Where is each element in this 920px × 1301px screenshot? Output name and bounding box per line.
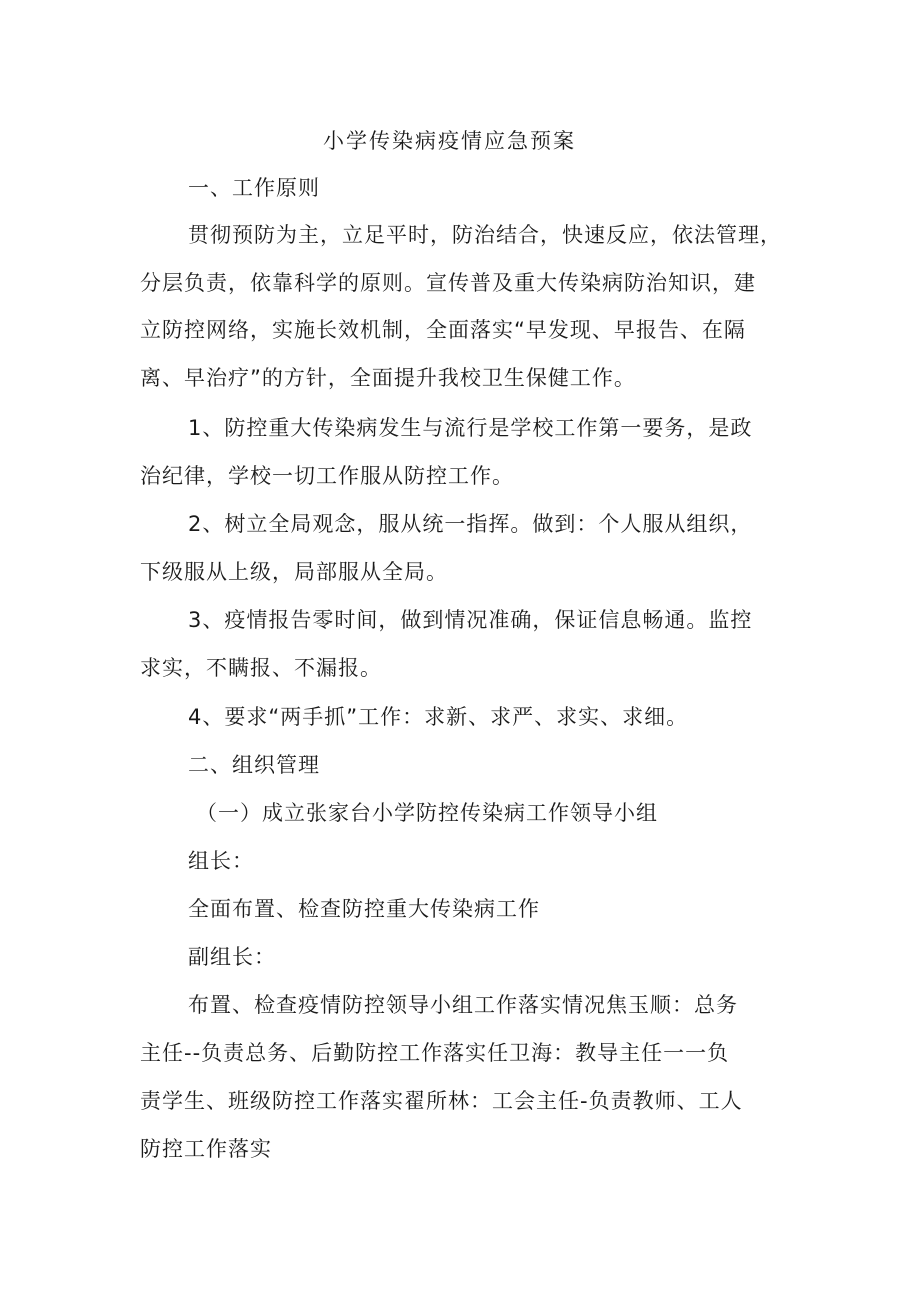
deputy-label: 副组长： [188,945,276,969]
list-item-2-line: 2、树立全局观念，服从统一指挥。做到：个人服从组织， [188,512,753,536]
section-heading-organization: 二、组织管理 [188,753,320,777]
leader-duty: 全面布置、检查防控重大传染病工作 [188,897,540,921]
paragraph-line: 贯彻预防为主，立足平时，防治结合，快速反应，依法管理， [188,223,782,247]
subsection-heading: （一）成立张家台小学防控传染病工作领导小组 [196,801,658,825]
document-title: 小学传染病疫情应急预案 [323,129,576,153]
list-item-3-line: 3、疫情报告零时间，做到情况准确，保证信息畅通。监控 [188,608,753,632]
section-heading-principles: 一、工作原则 [188,176,320,200]
list-item-1-line: 1、防控重大传染病发生与流行是学校工作第一要务，是政 [188,416,753,440]
paragraph-line: 分层负责，依靠科学的原则。宣传普及重大传染病防治知识，建 [140,271,756,295]
deputy-text-line: 主任--负责总务、后勤防控工作落实任卫海：教导主任一一负 [140,1041,730,1065]
list-item-3-line: 求实，不瞒报、不漏报。 [140,656,382,680]
deputy-text-line: 防控工作落实 [140,1137,272,1161]
paragraph-line: 离、早治疗”的方针，全面提升我校卫生保健工作。 [140,366,636,390]
leader-label: 组长： [188,849,254,873]
list-item-1-line: 治纪律，学校一切工作服从防控工作。 [140,464,514,488]
deputy-text-line: 布置、检查疫情防控领导小组工作落实情况焦玉顺：总务 [188,993,738,1017]
deputy-text-line: 责学生、班级防控工作落实翟所林：工会主任-负责教师、工人 [140,1089,743,1113]
list-item-4: 4、要求“两手抓”工作：求新、求严、求实、求细。 [188,705,689,729]
paragraph-line: 立防控网络，实施长效机制，全面落实“早发现、早报告、在隔 [140,318,746,342]
list-item-2-line: 下级服从上级，局部服从全局。 [140,560,448,584]
